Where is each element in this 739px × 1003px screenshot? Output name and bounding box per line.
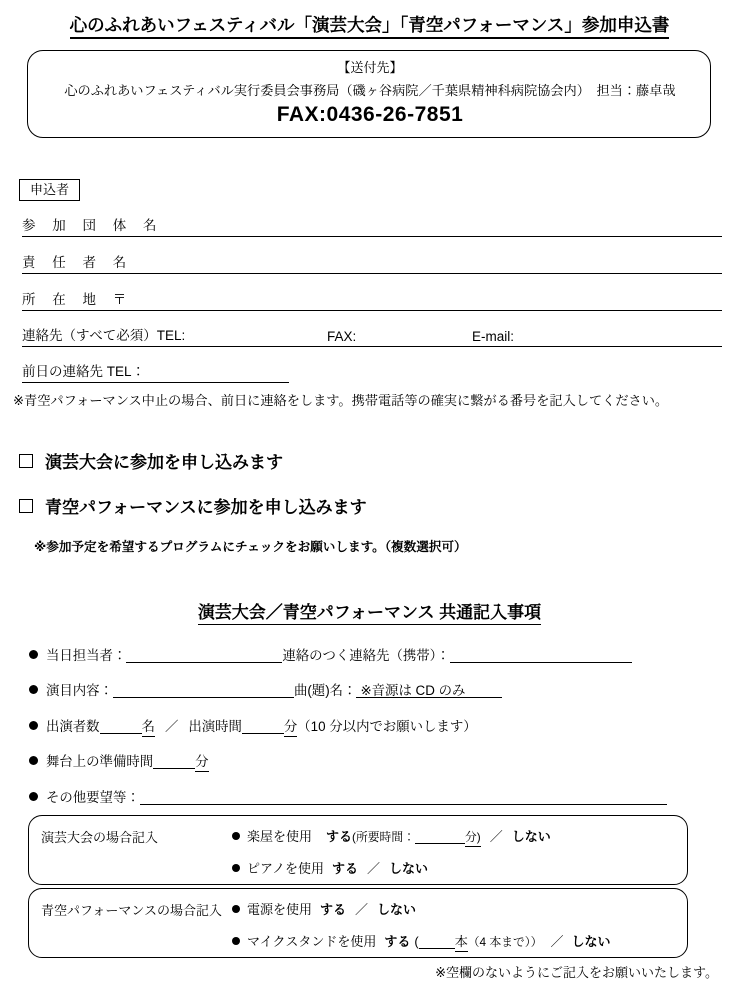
field-preday-tel[interactable]	[22, 359, 289, 383]
bullet-program-label: 演目内容：	[46, 683, 113, 698]
field-address-label: 所 在 地 〒	[22, 292, 133, 307]
field-group-name[interactable]	[22, 213, 722, 237]
dressing-room-no[interactable]: しない	[511, 829, 551, 844]
bullet-dot-icon	[232, 832, 240, 840]
field-contact-tel-label: 連絡先（すべて必須）TEL:	[22, 328, 186, 343]
checkbox-note: ※参加予定を希望するプログラムにチェックをお願いします。（複数選択可）	[34, 540, 467, 554]
field-leader-name-label: 責 任 者 名	[22, 255, 133, 270]
separator-slash: ／	[164, 719, 179, 734]
footer-note: ※空欄のないようにご記入をお願いいたします。	[435, 965, 718, 980]
field-group-name-label: 参 加 団 体 名	[22, 218, 164, 233]
dressing-room-yes[interactable]: する	[326, 829, 353, 844]
applicant-section-label: 申込者	[19, 179, 80, 201]
power-item: 電源を使用	[247, 902, 313, 917]
conditional-line-mic-stand[interactable]	[232, 931, 611, 952]
bullet-performers-duration[interactable]	[29, 716, 477, 737]
field-contact-fax-label: FAX:	[327, 329, 357, 344]
destination-fax-number: FAX:0436-26-7851	[276, 103, 464, 126]
bullet-dot-icon	[29, 650, 38, 659]
destination-office: 心のふれあいフェスティバル実行委員会事務局（磯ヶ谷病院／千葉県精神科病院協会内） 担当：藤卓哉	[64, 83, 676, 98]
separator-slash: ／	[355, 902, 369, 917]
mic-stand-no[interactable]: しない	[571, 934, 611, 949]
bullet-performers-unit: 名	[142, 716, 155, 737]
checkbox-label-engei: 演芸大会に参加を申し込みます	[45, 453, 283, 472]
bullet-dot-icon	[232, 864, 240, 872]
bullet-prep-time-label: 舞台上の準備時間	[46, 754, 154, 769]
bullet-day-staff[interactable]	[29, 645, 632, 666]
input-duration[interactable]	[242, 716, 284, 734]
input-program[interactable]	[113, 680, 294, 698]
piano-yes[interactable]: する	[331, 861, 358, 876]
bullet-day-staff-label: 当日担当者：	[46, 648, 127, 663]
power-yes[interactable]: する	[320, 902, 347, 917]
dressing-room-detail-unit: 分)	[465, 828, 481, 847]
bullet-song-note: ※音源は CD のみ	[360, 683, 466, 698]
field-address[interactable]	[22, 287, 722, 311]
page-title	[0, 12, 739, 37]
field-leader-name[interactable]	[22, 250, 722, 274]
bullet-song-label: 曲(題)名：	[293, 683, 357, 698]
checkbox-empty-icon[interactable]	[19, 499, 33, 513]
bullet-dot-icon	[232, 905, 240, 913]
input-day-staff[interactable]	[126, 645, 282, 663]
separator-slash: ／	[366, 861, 380, 876]
bullet-dot-icon	[29, 721, 38, 730]
bullet-program[interactable]	[29, 680, 465, 701]
field-contact[interactable]	[22, 323, 722, 347]
mic-stand-yes[interactable]: する	[384, 934, 411, 949]
checkbox-empty-icon[interactable]	[19, 454, 33, 468]
conditional-line-power[interactable]	[232, 899, 416, 918]
dressing-room-item: 楽屋を使用	[247, 829, 313, 844]
common-section-heading	[0, 598, 739, 623]
bullet-prep-time[interactable]	[29, 751, 209, 772]
separator-slash: ／	[550, 934, 564, 949]
checkbox-row-aozora[interactable]	[19, 493, 367, 518]
destination-box	[27, 50, 711, 138]
bullet-other-requests[interactable]	[29, 787, 667, 808]
bullet-day-staff-contact-label: 連絡のつく連絡先（携帯）：	[282, 648, 450, 663]
input-prep-time[interactable]	[153, 751, 195, 769]
applicant-note: ※青空パフォーマンス中止の場合、前日に連絡をします。携帯電話等の確実に繋がる番号を記入してください。	[13, 393, 669, 408]
mic-stand-item: マイクスタンドを使用	[247, 934, 377, 949]
checkbox-label-aozora: 青空パフォーマンスに参加を申し込みます	[45, 498, 367, 517]
mic-stand-detail-unit: 本	[455, 931, 468, 952]
input-mic-stand-count[interactable]	[419, 931, 455, 949]
field-preday-tel-label: 前日の連絡先 TEL：	[22, 364, 146, 379]
checkbox-row-engei[interactable]	[19, 448, 283, 473]
conditional-line-dressing-room[interactable]	[232, 826, 551, 847]
common-section-heading-text: 演芸大会／青空パフォーマンス 共通記入事項	[198, 603, 541, 625]
mic-stand-detail-open: (	[414, 934, 419, 949]
bullet-prep-time-unit: 分	[195, 751, 208, 772]
piano-item: ピアノを使用	[247, 861, 324, 876]
bullet-other-requests-label: その他要望等：	[46, 790, 140, 805]
bullet-dot-icon	[29, 685, 38, 694]
piano-no[interactable]: しない	[389, 861, 429, 876]
bullet-dot-icon	[232, 937, 240, 945]
bullet-duration-unit: 分	[284, 716, 297, 737]
bullet-dot-icon	[29, 756, 38, 765]
bullet-performers-label: 出演者数	[46, 719, 100, 734]
input-performers-count[interactable]	[100, 716, 142, 734]
page-title-text: 心のふれあいフェスティバル「演芸大会」「青空パフォーマンス」参加申込書	[70, 15, 670, 39]
conditional-line-piano[interactable]	[232, 858, 428, 877]
input-dressing-room-time[interactable]	[415, 826, 465, 844]
conditional-box-engei-title: 演芸大会の場合記入	[41, 830, 159, 845]
input-other-requests[interactable]	[140, 787, 667, 805]
bullet-dot-icon	[29, 792, 38, 801]
conditional-box-aozora-title: 青空パフォーマンスの場合記入	[41, 903, 222, 918]
dressing-room-detail-open: (所要時間：	[352, 830, 415, 844]
destination-label: 【送付先】	[337, 60, 403, 75]
bullet-duration-label: 出演時間	[188, 719, 242, 734]
bullet-duration-note: （10 分以内でお願いします）	[297, 719, 477, 734]
power-no[interactable]: しない	[377, 902, 417, 917]
input-day-staff-contact[interactable]	[450, 645, 632, 663]
mic-stand-detail-close: （4 本まで））	[467, 935, 543, 949]
separator-slash: ／	[489, 829, 503, 844]
field-contact-email-label: E-mail:	[472, 329, 515, 344]
